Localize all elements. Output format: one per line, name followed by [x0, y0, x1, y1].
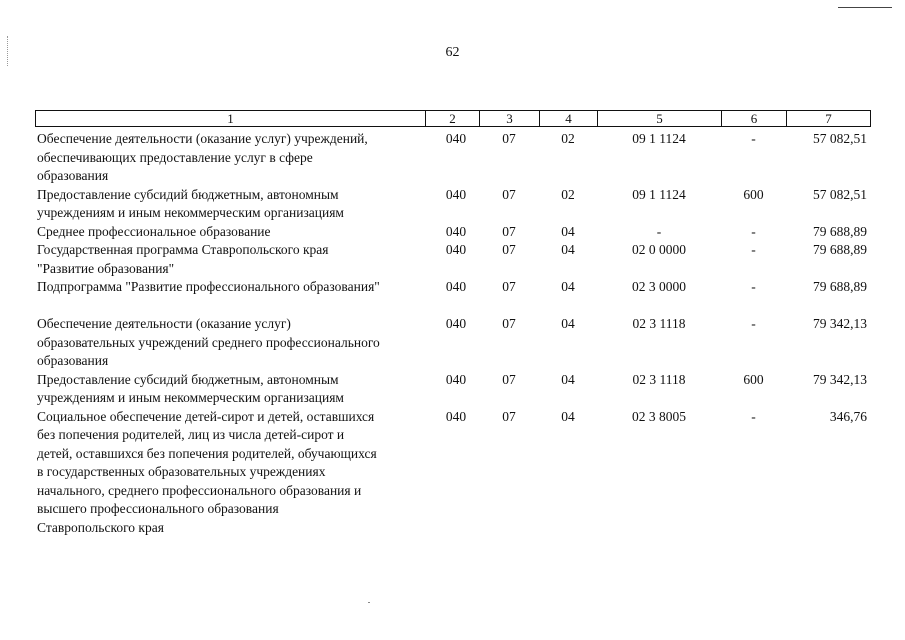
row-name-line: начального, среднего профессионального образования и: [37, 482, 362, 498]
column-header-1: 1: [36, 111, 426, 126]
cell-col-7: 57 082,51: [813, 186, 867, 202]
row-name-line: высшего профессионального образования: [37, 501, 279, 516]
column-header-3: 3: [480, 111, 540, 126]
cell-col-3: 07: [502, 371, 516, 387]
row-name-line: Ставропольского края: [37, 519, 164, 535]
row-name-line: образования: [37, 168, 109, 183]
cell-col-3: 07: [502, 186, 516, 202]
cell-col-2: 040: [445, 242, 467, 257]
row-name-line: образования: [37, 353, 109, 368]
budget-table-body: [35, 130, 871, 537]
cell-col-7: 79 688,89: [813, 279, 867, 294]
cell-col-6: -: [751, 316, 756, 331]
column-header-5: 5: [598, 111, 722, 126]
cell-col-2: 040: [445, 371, 467, 387]
row-name: [35, 223, 425, 242]
row-name: [35, 241, 425, 278]
cell-col-2: 040: [445, 408, 467, 424]
cell-col-4: 04: [561, 223, 575, 239]
cell-col-6: 600: [743, 186, 764, 202]
cell-col-3: 07: [502, 279, 516, 294]
row-name-line: обеспечивающих предоставление услуг в сфере: [37, 149, 313, 165]
cell-col-4: 02: [561, 186, 575, 202]
row-name-line: детей, оставшихся без попечения родителей, обучающихся: [37, 445, 377, 461]
cell-col-7: 346,76: [829, 408, 867, 424]
cell-col-6: -: [751, 242, 756, 257]
cell-col-4: 04: [561, 408, 575, 424]
table-row: [35, 130, 871, 186]
row-name: [35, 186, 425, 223]
row-name-line: без попечения родителей, лиц из числа детей-сирот и: [37, 427, 345, 442]
column-header-7: 7: [825, 111, 832, 126]
table-row: [35, 186, 871, 223]
page-number: 62: [445, 45, 460, 60]
row-name-line: учреждениям и иным некоммерческим организациям: [37, 390, 344, 405]
cell-col-2: 040: [445, 131, 467, 146]
cell-col-3: 07: [502, 131, 516, 146]
cell-col-5: 02 0 0000: [632, 242, 686, 257]
cell-col-7: 79 342,13: [813, 371, 867, 387]
table-row: [35, 223, 871, 242]
cell-col-4: 04: [561, 242, 575, 257]
cell-col-6: -: [751, 279, 756, 294]
row-name-line: образовательных учреждений среднего профессионального: [37, 334, 380, 350]
column-header-row: [35, 110, 871, 127]
cell-col-5: 09 1 1124: [632, 186, 686, 202]
row-name-line: "Развитие образования": [37, 260, 175, 276]
row-name-line: учреждениям и иным некоммерческим организациям: [37, 205, 344, 220]
scan-speck: [368, 602, 370, 603]
cell-col-7: 79 342,13: [813, 316, 867, 331]
cell-col-3: 07: [502, 223, 516, 239]
row-name: [35, 130, 425, 186]
table-row: [35, 241, 871, 278]
cell-col-3: 07: [502, 316, 516, 331]
row-name-line: Государственная программа Ставропольского края: [37, 242, 329, 257]
cell-col-5: -: [656, 223, 662, 239]
table-row: [35, 278, 871, 315]
row-name-line: [37, 297, 425, 316]
cell-col-2: 040: [445, 223, 467, 239]
cell-col-7: 79 688,89: [813, 242, 867, 257]
cell-col-2: 040: [445, 316, 467, 331]
row-name: [35, 371, 425, 408]
cell-col-3: 07: [502, 408, 516, 424]
row-name-line: Предоставление субсидий бюджетным, автономным: [37, 186, 339, 202]
cell-col-4: 04: [561, 371, 575, 387]
row-name-line: Социальное обеспечение детей-сирот и детей, оставшихся: [37, 408, 375, 424]
table-row: [35, 408, 871, 538]
cell-col-5: 02 3 1118: [632, 316, 686, 331]
corner-rule: [838, 7, 892, 8]
column-header-4: 4: [540, 111, 598, 126]
table-row: [35, 371, 871, 408]
column-header-6: 6: [722, 111, 787, 126]
cell-col-6: -: [751, 223, 756, 239]
cell-col-7: 57 082,51: [813, 131, 867, 146]
row-name-line: Подпрограмма "Развитие профессионального образования": [37, 279, 380, 294]
row-name: [35, 408, 425, 538]
cell-col-6: -: [751, 131, 756, 146]
cell-col-4: 04: [561, 316, 575, 331]
cell-col-4: 02: [561, 131, 575, 146]
cell-col-4: 04: [561, 279, 575, 294]
column-header-2: 2: [426, 111, 480, 126]
row-name-line: в государственных образовательных учреждениях: [37, 464, 326, 479]
cell-col-2: 040: [445, 186, 467, 202]
row-name-line: Обеспечение деятельности (оказание услуг): [37, 316, 291, 331]
cell-col-5: 02 3 1118: [632, 371, 686, 387]
table-row: [35, 315, 871, 371]
cell-col-3: 07: [502, 242, 516, 257]
cell-col-5: 02 3 0000: [632, 279, 686, 294]
cell-col-6: -: [751, 408, 756, 424]
cell-col-5: 02 3 8005: [632, 408, 686, 424]
cell-col-6: 600: [743, 371, 764, 387]
row-name-line: Среднее профессиональное образование: [37, 223, 271, 239]
row-name-line: Предоставление субсидий бюджетным, автономным: [37, 371, 339, 387]
row-name: [35, 278, 425, 315]
row-name-line: Обеспечение деятельности (оказание услуг) учреждений,: [37, 131, 368, 146]
cell-col-5: 09 1 1124: [632, 131, 686, 146]
cell-col-7: 79 688,89: [813, 223, 867, 239]
cell-col-2: 040: [445, 279, 467, 294]
row-name: [35, 315, 425, 371]
